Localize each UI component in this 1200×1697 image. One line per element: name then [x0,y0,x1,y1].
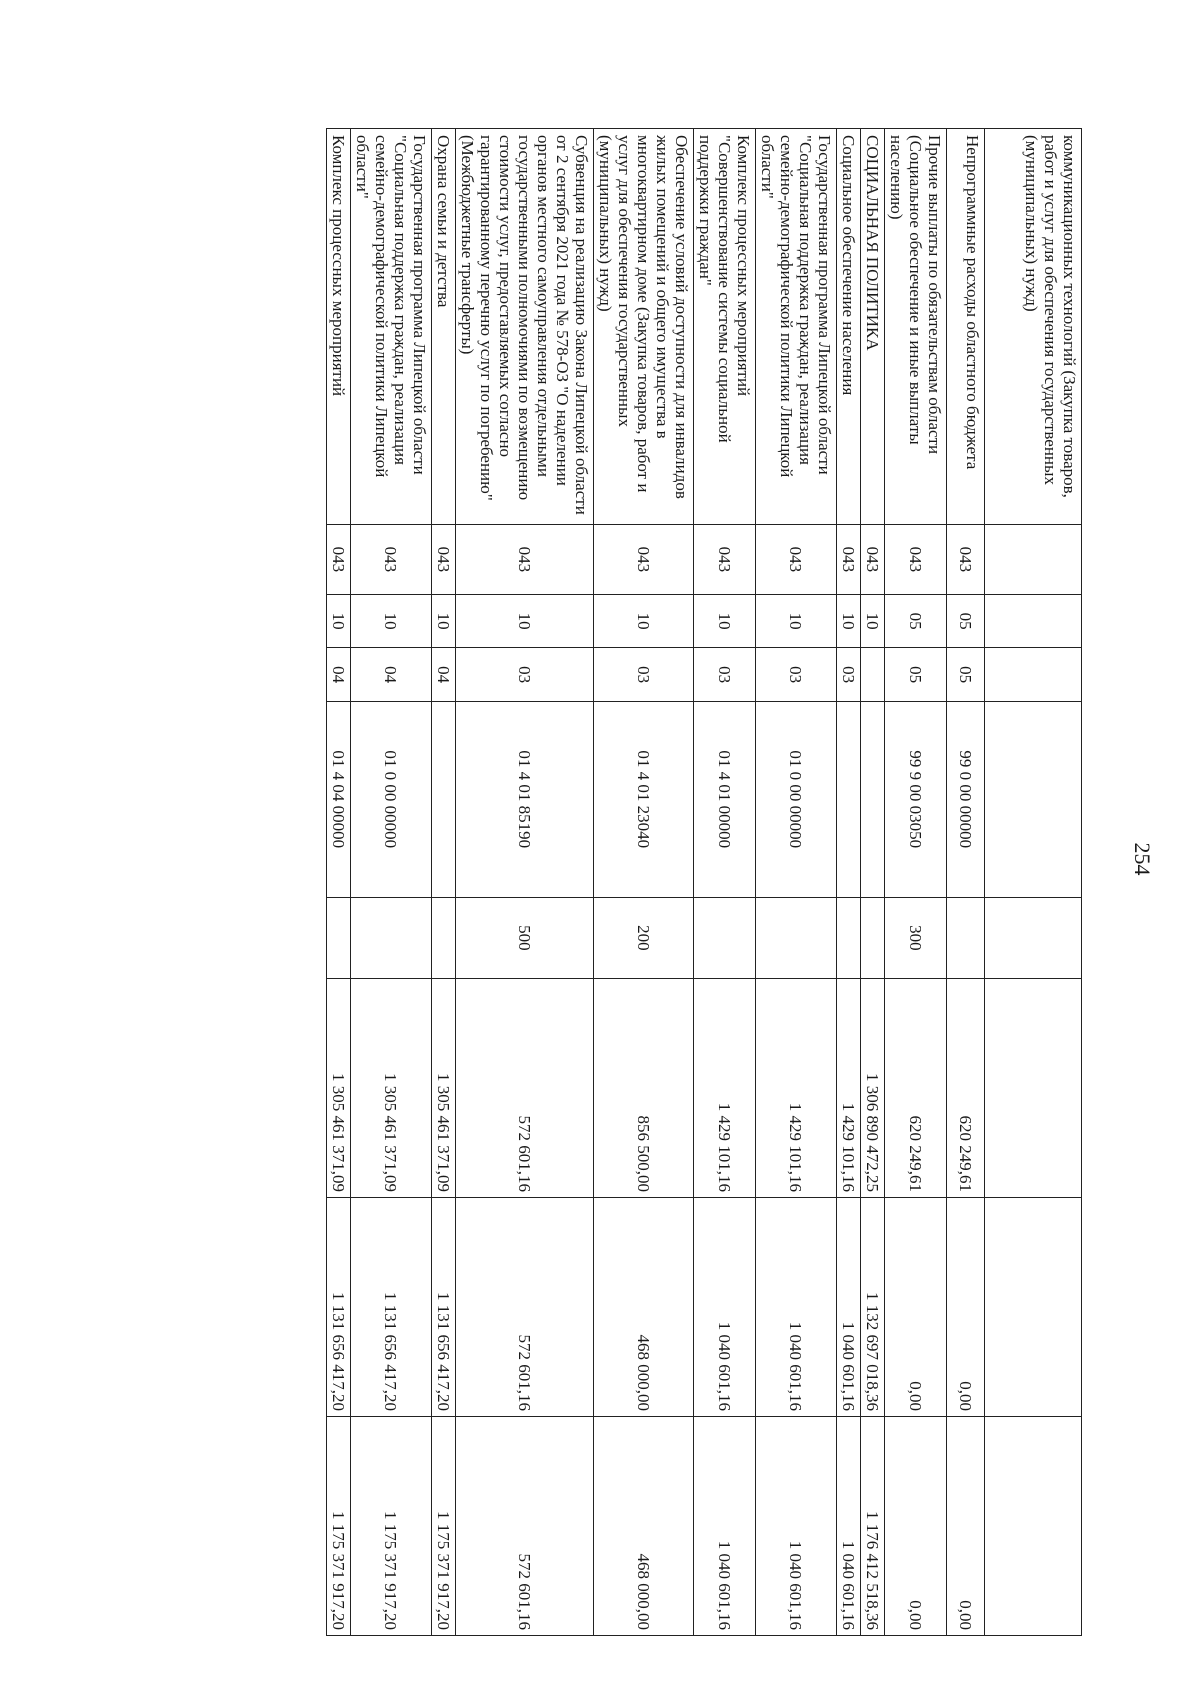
row-admin-code: 043 [456,524,594,594]
row-section-code: 10 [456,594,594,648]
row-target-article [837,701,861,897]
row-admin-code [985,524,1082,594]
row-sum-year-3: 572 601,16 [456,1416,594,1635]
row-expense-type: 500 [456,897,594,979]
table-row [432,129,456,1636]
row-admin-code: 043 [947,524,985,594]
row-name: Прочие выплаты по обязательствам области (Социальное обеспечение и иные выплаты населению) [885,129,947,525]
row-subsection-code: 03 [456,648,594,702]
budget-table [326,128,1082,1636]
row-sum-year-3: 1 040 601,16 [837,1416,861,1635]
row-sum-year-1 [985,979,1082,1198]
row-sum-year-3: 1 175 371 917,20 [351,1416,432,1635]
table-row [594,129,694,1636]
row-subsection-code: 05 [885,648,947,702]
row-target-article [985,701,1082,897]
row-name: Государственная программа Липецкой области "Социальная поддержка граждан, реализация семейно-демографической политики Липецкой области" [351,129,432,525]
table-row [756,129,837,1636]
row-section-code: 10 [327,594,351,648]
row-sum-year-3: 1 175 371 917,20 [327,1416,351,1635]
row-subsection-code: 04 [432,648,456,702]
row-section-code: 10 [432,594,456,648]
row-subsection-code: 04 [327,648,351,702]
row-target-article [861,701,885,897]
table-row [327,129,351,1636]
row-sum-year-2 [985,1198,1082,1417]
row-section-code [985,594,1082,648]
page-number: 254 [1130,842,1155,876]
row-subsection-code: 05 [947,648,985,702]
row-name: Субвенция на реализацию Закона Липецкой области от 2 сентября 2021 года № 578-ОЗ "О наделении органов местного самоуправления отдельными государственными полномочиями по возмещению стоимости услуг, предоставляемых согласно гарантированному перечню услуг по погребению" (Межбюджетные трансферты) [456,129,594,525]
table-row [694,129,756,1636]
row-target-article: 01 0 00 00000 [351,701,432,897]
row-admin-code: 043 [351,524,432,594]
rotated-table-frame [127,128,1082,1636]
row-target-article: 01 4 01 23040 [594,701,694,897]
row-section-code: 10 [594,594,694,648]
row-sum-year-3: 1 040 601,16 [756,1416,837,1635]
row-expense-type [837,897,861,979]
row-sum-year-2: 1 040 601,16 [694,1198,756,1417]
row-sum-year-3: 468 000,00 [594,1416,694,1635]
table-row [947,129,985,1636]
row-name: Государственная программа Липецкой области "Социальная поддержка граждан, реализация семейно-демографической политики Липецкой области" [756,129,837,525]
row-expense-type: 300 [885,897,947,979]
row-section-code: 10 [756,594,837,648]
table-row [861,129,885,1636]
row-name: СОЦИАЛЬНАЯ ПОЛИТИКА [861,129,885,525]
table-row [985,129,1082,1636]
row-sum-year-2: 1 040 601,16 [837,1198,861,1417]
row-sum-year-3: 0,00 [947,1416,985,1635]
row-name: Комплекс процессных мероприятий "Совершенствование системы социальной поддержки граждан" [694,129,756,525]
row-sum-year-1: 1 305 461 371,09 [351,979,432,1198]
row-sum-year-2: 1 040 601,16 [756,1198,837,1417]
row-sum-year-1: 1 306 890 472,25 [861,979,885,1198]
row-sum-year-1: 1 305 461 371,09 [432,979,456,1198]
row-sum-year-1: 1 429 101,16 [694,979,756,1198]
row-name: Охрана семьи и детства [432,129,456,525]
budget-table-area [127,128,1082,1636]
row-subsection-code: 03 [694,648,756,702]
row-expense-type [985,897,1082,979]
row-target-article: 01 4 01 00000 [694,701,756,897]
row-expense-type [327,897,351,979]
row-sum-year-3 [985,1416,1082,1635]
row-expense-type [351,897,432,979]
row-subsection-code: 04 [351,648,432,702]
row-sum-year-1: 620 249,61 [885,979,947,1198]
row-name: коммуникационных технологий (Закупка товаров, работ и услуг для обеспечения государственных (муниципальных) нужд) [985,129,1082,525]
row-section-code: 10 [351,594,432,648]
table-row [885,129,947,1636]
row-sum-year-1: 572 601,16 [456,979,594,1198]
row-expense-type [432,897,456,979]
row-target-article: 01 0 00 00000 [756,701,837,897]
row-expense-type: 200 [594,897,694,979]
row-target-article: 99 0 00 00000 [947,701,985,897]
row-admin-code: 043 [327,524,351,594]
row-target-article: 01 4 01 85190 [456,701,594,897]
row-sum-year-2: 1 131 656 417,20 [351,1198,432,1417]
row-expense-type [861,897,885,979]
row-sum-year-1: 1 305 461 371,09 [327,979,351,1198]
row-sum-year-1: 1 429 101,16 [756,979,837,1198]
row-sum-year-2: 0,00 [947,1198,985,1417]
row-subsection-code [861,648,885,702]
row-sum-year-2: 1 131 656 417,20 [327,1198,351,1417]
row-subsection-code: 03 [837,648,861,702]
row-admin-code: 043 [594,524,694,594]
row-sum-year-3: 1 176 412 518,36 [861,1416,885,1635]
row-sum-year-2: 1 132 697 018,36 [861,1198,885,1417]
row-admin-code: 043 [861,524,885,594]
table-row [351,129,432,1636]
row-section-code: 10 [694,594,756,648]
row-admin-code: 043 [694,524,756,594]
table-row [456,129,594,1636]
row-expense-type [694,897,756,979]
row-target-article [432,701,456,897]
row-name: Комплекс процессных мероприятий [327,129,351,525]
row-sum-year-3: 1 040 601,16 [694,1416,756,1635]
row-sum-year-3: 0,00 [885,1416,947,1635]
row-sum-year-2: 1 131 656 417,20 [432,1198,456,1417]
row-admin-code: 043 [885,524,947,594]
row-subsection-code [985,648,1082,702]
row-sum-year-1: 620 249,61 [947,979,985,1198]
row-sum-year-1: 1 429 101,16 [837,979,861,1198]
row-target-article: 99 9 00 03050 [885,701,947,897]
row-sum-year-3: 1 175 371 917,20 [432,1416,456,1635]
row-section-code: 10 [861,594,885,648]
row-name: Обеспечение условий доступности для инвалидов жилых помещений и общего имущества в многоквартирном доме (Закупка товаров, работ и услуг для обеспечения государственных (муниципальных) нужд) [594,129,694,525]
row-name: Непрограммные расходы областного бюджета [947,129,985,525]
row-section-code: 05 [947,594,985,648]
row-sum-year-2: 572 601,16 [456,1198,594,1417]
row-sum-year-2: 468 000,00 [594,1198,694,1417]
row-section-code: 10 [837,594,861,648]
row-expense-type [756,897,837,979]
row-expense-type [947,897,985,979]
row-section-code: 05 [885,594,947,648]
row-subsection-code: 03 [756,648,837,702]
row-subsection-code: 03 [594,648,694,702]
row-admin-code: 043 [837,524,861,594]
table-row [837,129,861,1636]
row-name: Социальное обеспечение населения [837,129,861,525]
row-sum-year-2: 0,00 [885,1198,947,1417]
row-sum-year-1: 856 500,00 [594,979,694,1198]
row-admin-code: 043 [756,524,837,594]
row-admin-code: 043 [432,524,456,594]
row-target-article: 01 4 04 00000 [327,701,351,897]
